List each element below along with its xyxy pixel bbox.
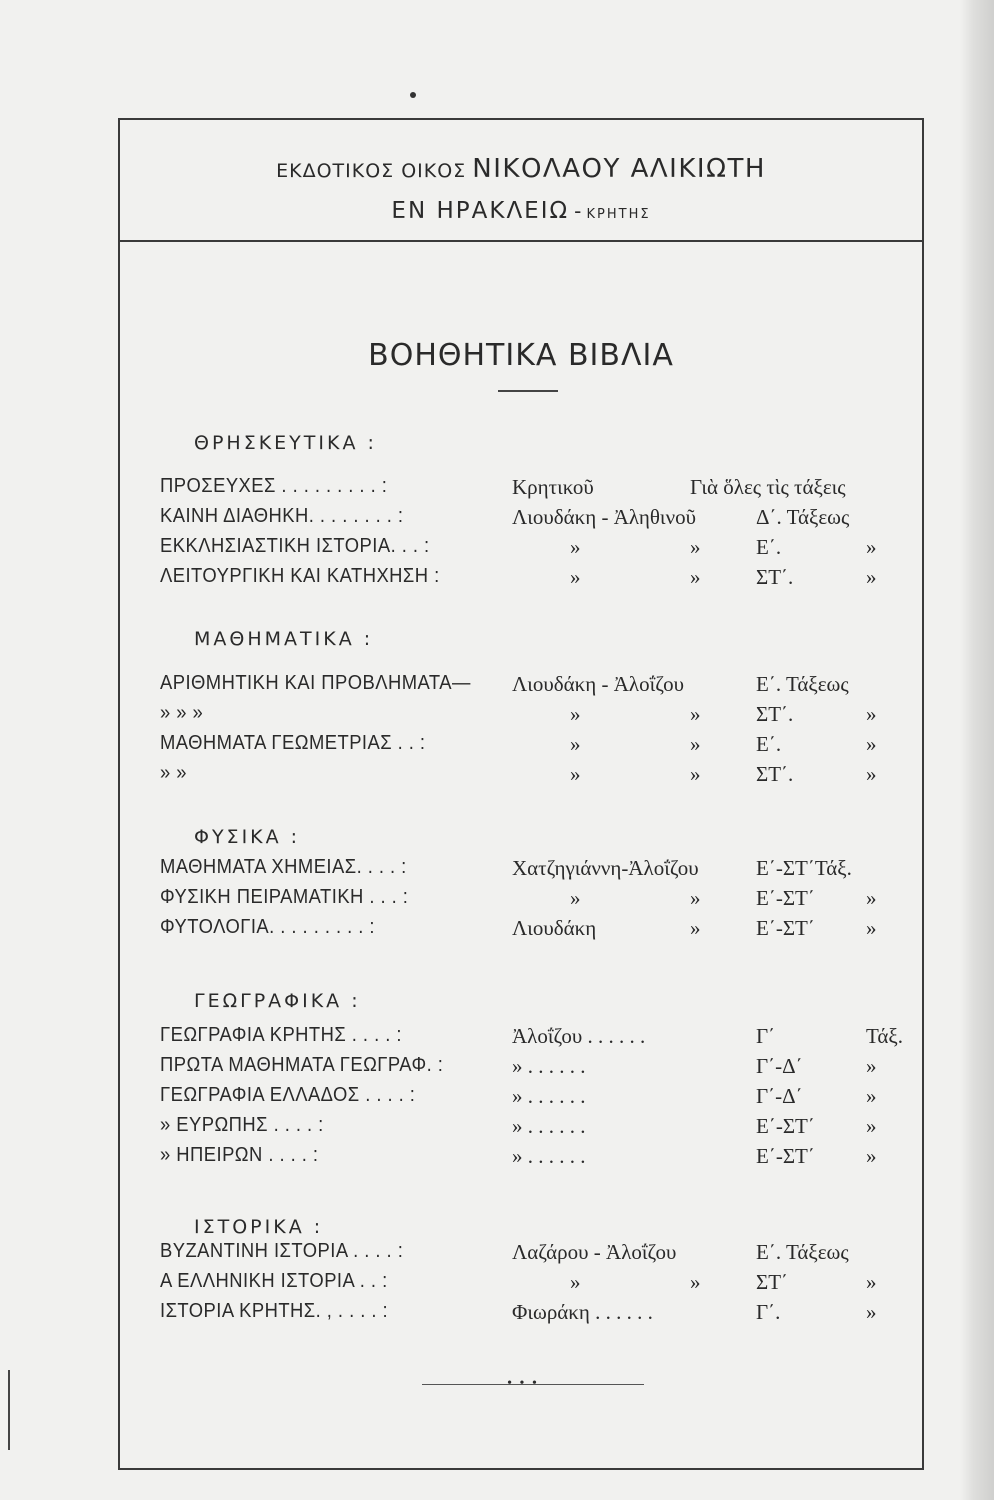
book-entry [160,856,910,886]
book-author: Λαζάρου - Ἀλοΐζου [512,1240,677,1264]
book-title: ΚΑΙΝΗ ΔΙΑΘΗΚΗ. . . . . . . . : [160,505,404,527]
book-title: ΙΣΤΟΡΙΑ ΚΡΗΤΗΣ. , . . . . : [160,1300,389,1322]
title-underline [498,390,558,392]
publisher-prefix: ΕΚΔΟΤΙΚΟΣ ΟΙΚΟΣ [276,160,467,182]
book-grade: ΣΤ΄. [756,702,794,726]
book-entry [160,916,910,946]
book-author: Κρητικοῦ [512,475,594,499]
top-dot [410,92,416,98]
book-grade: Γ΄-Δ΄ [756,1084,803,1108]
book-grade-suffix: » [866,762,877,786]
book-grade-suffix: » [866,565,877,589]
book-grade: Ε΄. [756,535,782,559]
page-edge-shadow [960,0,994,1500]
book-title: » ΗΠΕΙΡΩΝ . . . . : [160,1144,319,1166]
book-grade-suffix: » [866,535,877,559]
book-title: ΓΕΩΓΡΑΦΙΑ ΕΛΛΑΔΟΣ . . . . : [160,1084,416,1106]
margin-mark [8,1370,10,1450]
book-title: ΠΡΩΤΑ ΜΑΘΗΜΑΤΑ ΓΕΩΓΡΑΦ. : [160,1054,444,1076]
book-author: Ἀλοΐζου . . . . . . [512,1024,646,1048]
book-title: » ΕΥΡΩΠΗΣ . . . . : [160,1114,324,1136]
book-author: » [570,732,581,756]
section-title: ΘΡΗΣΚΕΥΤΙΚΑ : [194,432,377,454]
book-grade-suffix: » [866,702,877,726]
book-author: Χατζηγιάννη-Ἀλοΐζου [512,856,699,880]
section-title: ΜΑΘΗΜΑΤΙΚΑ : [194,628,374,650]
book-entry [160,1300,910,1330]
book-title: ΓΕΩΓΡΑΦΙΑ ΚΡΗΤΗΣ . . . . : [160,1024,402,1046]
book-title: ΦΥΤΟΛΟΓΙΑ. . . . . . . . . : [160,916,375,938]
book-grade-suffix: » [866,916,877,940]
book-author-ditto: » [690,732,701,756]
book-author: Λιουδάκη - Ἀλοΐζου [512,672,685,696]
book-grade: ΣΤ΄ [756,1270,789,1294]
book-entry [160,565,910,595]
section-title: ΦΥΣΙΚΑ : [194,826,301,848]
book-grade: ΣΤ΄. [756,762,794,786]
book-title: » » » [160,702,204,724]
book-entry [160,1024,910,1054]
book-title: ΒΥΖΑΝΤΙΝΗ ΙΣΤΟΡΙΑ . . . . : [160,1240,404,1262]
book-author-ditto: » [690,886,701,910]
book-title: » » [160,762,187,784]
book-grade: Ε΄-ΣΤ΄ [756,916,815,940]
book-entry [160,886,910,916]
book-title: Α ΕΛΛΗΝΙΚΗ ΙΣΤΟΡΙΑ . . : [160,1270,388,1292]
book-entry [160,702,910,732]
book-author: » . . . . . . [512,1144,586,1168]
book-grade: Ε΄-ΣΤ΄ [756,1114,815,1138]
book-entry [160,1240,910,1270]
book-entry [160,505,910,535]
publisher-header [120,120,922,242]
book-author: » . . . . . . [512,1114,586,1138]
book-grade: Γιὰ ὅλες τὶς τάξεις [690,475,846,499]
book-author: » [570,886,581,910]
book-grade-suffix: » [866,1114,877,1138]
book-author: » [570,1270,581,1294]
book-author-ditto: » [690,535,701,559]
book-author: » [570,762,581,786]
book-grade: ΣΤ΄. [756,565,794,589]
book-grade-suffix: » [866,1300,877,1324]
book-author: Λιουδάκη [512,916,597,940]
book-entry [160,1270,910,1300]
book-author-ditto: » [690,1270,701,1294]
book-entry [160,1084,910,1114]
book-title: ΛΕΙΤΟΥΡΓΙΚΗ ΚΑΙ ΚΑΤΗΧΗΣΗ : [160,565,440,587]
book-author: Λιουδάκη - Ἀληθινοῦ [512,505,696,529]
book-grade: Ε΄. Τάξεως [756,1240,849,1264]
publisher-line [120,154,922,184]
location-line [120,198,922,224]
book-author: » . . . . . . [512,1054,586,1078]
book-grade-suffix: » [866,732,877,756]
book-author: Φιωράκη . . . . . . [512,1300,653,1324]
book-author: » [570,565,581,589]
publisher-name: ΝΙΚΟΛΑΟΥ ΑΛΙΚΙΩΤΗ [472,154,766,184]
page-frame [118,118,924,1470]
book-author: » [570,535,581,559]
book-grade: Ε΄-ΣΤ΄ [756,1144,815,1168]
book-grade: Δ΄. Τάξεως [756,505,850,529]
page-title: ΒΟΗΘΗΤΙΚΑ ΒΙΒΛΙΑ [368,338,674,373]
book-grade-suffix: » [866,1054,877,1078]
book-title: ΠΡΟΣΕΥΧΕΣ . . . . . . . . . : [160,475,388,497]
book-title: ΑΡΙΘΜΗΤΙΚΗ ΚΑΙ ΠΡΟΒΛΗΜΑΤΑ— [160,672,471,694]
book-entry [160,672,910,702]
book-entry [160,1114,910,1144]
book-author-ditto: » [690,762,701,786]
book-entry [160,1054,910,1084]
book-grade-suffix: » [866,886,877,910]
book-title: ΕΚΚΛΗΣΙΑΣΤΙΚΗ ΙΣΤΟΡΙΑ. . . : [160,535,430,557]
book-grade-suffix: » [866,1084,877,1108]
book-entry [160,475,910,505]
book-author-ditto: » [690,916,701,940]
book-grade-suffix: » [866,1144,877,1168]
section-title: ΙΣΤΟΡΙΚΑ : [194,1216,324,1238]
book-grade-suffix: Τάξ. [866,1024,903,1048]
book-entry [160,535,910,565]
book-entry [160,762,910,792]
location-separator: - [574,199,582,223]
book-author-ditto: » [690,565,701,589]
book-author: » [570,702,581,726]
footer-ornament: • • • [507,1376,539,1391]
book-grade: Γ΄-Δ΄ [756,1054,803,1078]
book-author: » . . . . . . [512,1084,586,1108]
book-grade: Ε΄. Τάξεως [756,672,849,696]
book-entry [160,1144,910,1174]
book-grade: Ε΄-ΣΤ΄Τάξ. [756,856,852,880]
book-grade-suffix: » [866,1270,877,1294]
book-title: ΜΑΘΗΜΑΤΑ ΓΕΩΜΕΤΡΙΑΣ . . : [160,732,426,754]
book-title: ΜΑΘΗΜΑΤΑ ΧΗΜΕΙΑΣ. . . . : [160,856,407,878]
book-author-ditto: » [690,702,701,726]
section-title: ΓΕΩΓΡΑΦΙΚΑ : [194,990,361,1012]
book-grade: Ε΄-ΣΤ΄ [756,886,815,910]
book-grade: Γ΄ [756,1024,776,1048]
book-title: ΦΥΣΙΚΗ ΠΕΙΡΑΜΑΤΙΚΗ . . . : [160,886,409,908]
book-entry [160,732,910,762]
book-grade: Γ΄. [756,1300,781,1324]
location-main: ΕΝ ΗΡΑΚΛΕΙΩ [391,198,570,224]
book-grade: Ε΄. [756,732,782,756]
location-sub: ΚΡΗΤΗΣ [586,207,651,222]
